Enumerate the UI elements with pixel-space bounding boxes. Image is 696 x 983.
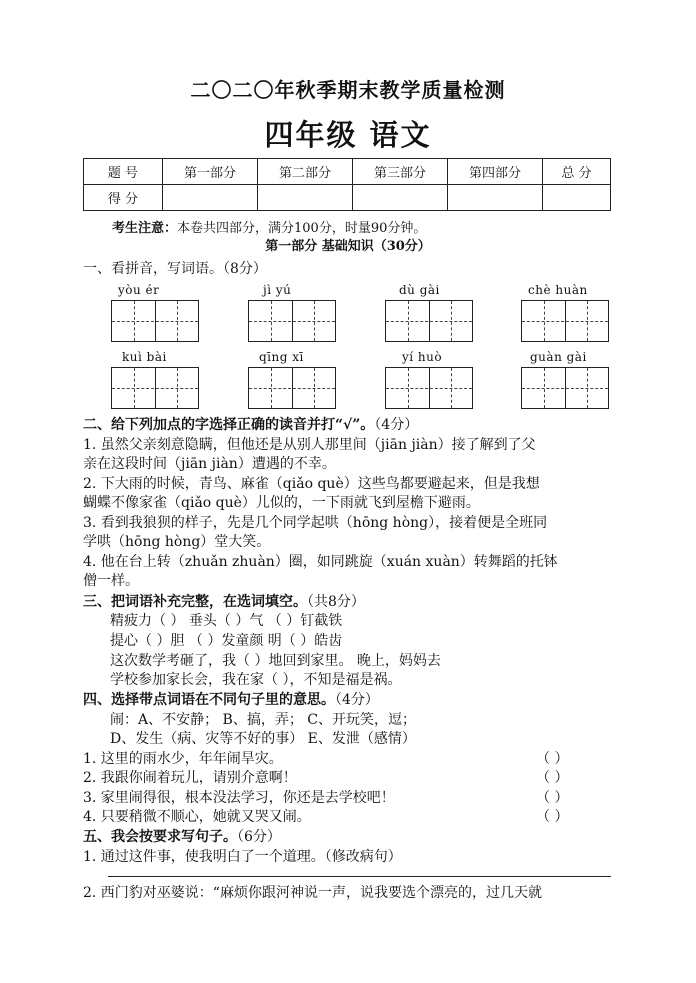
q3-line: 学校参加家长会，我在家（ ），不知是福是祸。: [110, 672, 402, 688]
score-table-header-row: [84, 159, 611, 185]
q4-item: 4. 只要稍微不顺心，她就又哭又闹。: [83, 809, 311, 825]
q3-heading: [83, 591, 365, 611]
writing-grid[interactable]: [385, 367, 473, 409]
writing-grid[interactable]: [111, 367, 199, 409]
q2-title: 二、给下列加点的字选择正确的读音并打“√”。: [83, 417, 375, 433]
part1-heading: 第一部分 基础知识（30分）: [265, 239, 431, 254]
pinyin-label: yòu ér: [118, 283, 160, 297]
writing-grid[interactable]: [521, 367, 609, 409]
answer-paren: （ ）: [536, 790, 569, 806]
q4-heading: [83, 689, 379, 709]
pinyin-label: jì yú: [263, 283, 292, 297]
q4-item: 1. 这里的雨水少，年年闹旱灾。: [83, 751, 283, 767]
score-cell: 第一部分: [163, 159, 258, 185]
writing-grid[interactable]: [521, 300, 609, 342]
q4-title: 四、选择带点词语在不同句子里的意思。: [83, 692, 335, 708]
answer-paren: （ ）: [536, 770, 569, 786]
q3-score: （共8分）: [307, 594, 365, 610]
q4-option-line: 闹：A、不安静； B、搞，弄； C、开玩笑，逗；: [110, 712, 417, 728]
score-input-cell: [163, 185, 258, 211]
q5-heading: [83, 826, 281, 846]
q4-option-line: D、发生（病、灾等不好的事） E、发泄（感情）: [110, 731, 416, 747]
score-cell: 第二部分: [258, 159, 353, 185]
answer-paren: （ ）: [536, 751, 569, 767]
score-input-cell: [543, 185, 611, 211]
q2-line: 僧一样。: [83, 573, 139, 589]
q5-line: 2. 西门豹对巫婆说：“麻烦你跟河神说一声，说我要选个漂亮的，过几天就: [83, 885, 542, 901]
q3-line: 这次数学考砸了，我（ ）地回到家里。 晚上，妈妈去: [110, 653, 441, 669]
q2-line: 亲在这段时间（jiān jiàn）遭遇的不幸。: [83, 456, 336, 472]
q5-score: （6分）: [237, 829, 281, 845]
q2-score: （4分）: [374, 417, 419, 433]
q4-item: 3. 家里闹得很，根本没法学习，你还是去学校吧！: [83, 790, 395, 806]
pinyin-label: yí huò: [402, 350, 443, 364]
pinyin-label: guàn gài: [530, 350, 587, 364]
pinyin-label: kuì bài: [122, 350, 167, 364]
score-cell: 得 分: [84, 185, 163, 211]
writing-grid[interactable]: [248, 367, 336, 409]
q3-line: 精疲力（ ） 垂头（ ）气 （ ）钉截铁: [110, 613, 343, 629]
score-cell: 第四部分: [448, 159, 543, 185]
pinyin-label: chè huàn: [528, 283, 588, 297]
q2-heading: [83, 414, 418, 434]
score-cell: 总 分: [543, 159, 611, 185]
score-table-score-row: [84, 185, 611, 211]
q2-line: 3. 看到我狼狈的样子，先是几个同学起哄（hōng hòng），接着便是全班同: [83, 515, 548, 531]
score-input-cell: [258, 185, 353, 211]
answer-paren: （ ）: [536, 809, 569, 825]
q2-line: 2. 下大雨的时候，青鸟、麻雀（qiǎo què）这些鸟都要避起来，但是我想: [83, 476, 540, 492]
exam-title: 二〇二〇年秋季期末教学质量检测: [190, 78, 506, 102]
q5-title: 五、我会按要求写句子。: [83, 829, 237, 845]
q3-title: 三、把词语补充完整，在选词填空。: [83, 594, 307, 610]
score-input-cell: [448, 185, 543, 211]
note-label: 考生注意：: [112, 221, 178, 236]
q5-line: 1. 通过这件事，使我明白了一个道理。（修改病句）: [83, 849, 402, 865]
q2-line: 学哄（hōng hòng）堂大笑。: [83, 534, 271, 550]
score-table: [83, 158, 611, 211]
q4-item: 2. 我跟你闹着玩儿，请别介意啊！: [83, 770, 297, 786]
writing-grid[interactable]: [385, 300, 473, 342]
answer-line[interactable]: [108, 876, 611, 877]
writing-grid[interactable]: [248, 300, 336, 342]
q2-line: 1. 虽然父亲刻意隐瞒，但他还是从别人那里间（jiān jiàn）接了解到了父: [83, 437, 536, 453]
pinyin-label: qīng xī: [259, 350, 304, 364]
exam-subtitle: 四年级 语文: [264, 118, 432, 152]
score-cell: 题 号: [84, 159, 163, 185]
q1-title: 一、看拼音，写词语。（8分）: [83, 261, 267, 277]
q2-line: 蝴蝶不像家雀（qiǎo què）儿似的，一下雨就飞到屋檐下避雨。: [83, 495, 480, 511]
writing-grid[interactable]: [111, 300, 199, 342]
note-text: 本卷共四部分，满分100分，时量90分钟。: [177, 221, 427, 236]
q2-line: 4. 他在台上转（zhuǎn zhuàn）圈，如同跳旋（xuán xuàn）转舞蹈的托钵: [83, 554, 558, 570]
q4-score: （4分）: [335, 692, 379, 708]
score-input-cell: [353, 185, 448, 211]
pinyin-label: dù gài: [399, 283, 440, 297]
exam-note: [112, 217, 426, 236]
score-cell: 第三部分: [353, 159, 448, 185]
q3-line: 提心（ ）胆 （ ）发童颜 明（ ）皓齿: [110, 633, 343, 649]
